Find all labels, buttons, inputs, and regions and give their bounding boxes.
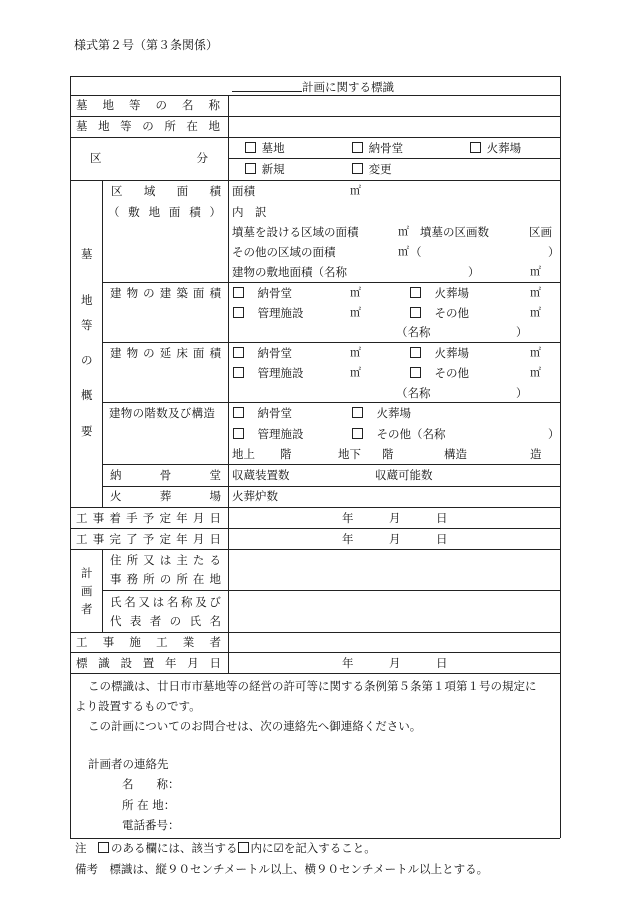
floor-area-management-unit: ㎡	[350, 366, 361, 379]
end-date-day: 日	[436, 532, 448, 546]
floor-area-crematorium-unit: ㎡	[530, 346, 541, 359]
label-floors-structure: 建物の階数及び構造	[109, 406, 216, 420]
label-location: 墓 地 等 の 所 在 地	[76, 119, 220, 133]
breakdown-label: 内 訳	[232, 205, 267, 219]
label-planner-name-2: 代 表 者 の 氏 名	[110, 614, 221, 628]
note-checkbox-icon	[98, 842, 109, 853]
contractor-field[interactable]	[229, 633, 559, 651]
note-checkbox-icon-2	[238, 842, 249, 853]
checkbox-crematorium[interactable]: 火葬場	[470, 141, 521, 155]
label-overview-5: 概	[81, 388, 93, 402]
contact-title: 計画者の連絡先	[88, 757, 169, 771]
plots-unit: 区画	[529, 225, 552, 239]
table-title	[232, 79, 394, 94]
bldg-site-label: 建物の敷地面積（名称	[232, 265, 347, 279]
label-overview-6: 要	[81, 424, 93, 438]
footnote-remark	[75, 862, 488, 876]
floor-area-other-unit: ㎡	[530, 366, 541, 379]
label-bldg-area: 建 物 の 建 築 面 積	[110, 286, 221, 300]
start-date-day: 日	[436, 511, 448, 525]
title-suffix: 計画に関する標識	[302, 80, 394, 94]
checked-box-icon: ☑	[273, 841, 284, 855]
structure-management[interactable]: 管理施設	[233, 427, 304, 441]
start-date-year: 年	[342, 511, 354, 525]
other-area-paren-close: ）	[548, 245, 560, 259]
label-start-date: 工 事 着 手 予 定 年 月 日	[76, 511, 221, 525]
remark-label: 備考	[75, 862, 98, 876]
contact-name: 名 称：	[122, 777, 180, 791]
grave-area-label: 墳墓を設ける区域の面積	[232, 225, 359, 239]
label-area-sub: （ 敷 地 面 積 ）	[108, 205, 221, 219]
area-unit: ㎡	[350, 184, 361, 197]
label-crematorium: 火 葬 場	[110, 489, 221, 503]
form-id: 様式第２号（第３条関係）	[74, 38, 219, 52]
label-contractor: 工 事 施 工 業 者	[76, 635, 221, 649]
label-overview-2: 地	[81, 293, 93, 307]
bldg-area-crematorium-unit: ㎡	[530, 286, 541, 299]
label-category: 区 分	[90, 151, 208, 165]
checkbox-cemetery[interactable]: 墓地	[245, 141, 285, 155]
remark-text: 標識は、縦９０センチメートル以上、横９０センチメートル以上とする。	[109, 862, 489, 876]
structure-ossuary[interactable]: 納骨堂	[233, 406, 292, 420]
planner-address-field[interactable]	[229, 550, 559, 589]
bldg-area-name-close: ）	[516, 325, 528, 339]
floor-area-crematorium[interactable]: 火葬場	[410, 346, 469, 360]
area-label: 面積	[232, 184, 255, 198]
name-field[interactable]	[229, 96, 559, 115]
label-area: 区 域 面 積	[111, 184, 221, 198]
structure-other[interactable]: その他（名称	[352, 427, 446, 441]
grave-area-unit: ㎡	[398, 225, 409, 238]
floor-area-management[interactable]: 管理施設	[233, 366, 304, 380]
capacity-units-label: 収蔵装置数	[232, 468, 290, 482]
floor-area-other[interactable]: その他	[410, 366, 469, 380]
structure-other-close: ）	[548, 427, 560, 441]
bldg-area-other-unit: ㎡	[530, 306, 541, 319]
end-date-year: 年	[342, 532, 354, 546]
label-planner-address-1: 住 所 又 は 主 た る	[110, 553, 221, 567]
grave-count-label: 墳墓の区画数	[420, 225, 489, 239]
label-planner-2: 画	[81, 584, 93, 598]
label-planner-name-1: 氏 名 又 は 名 称 及 び	[110, 595, 221, 609]
location-field[interactable]	[229, 117, 559, 136]
underground-label: 地下	[338, 447, 361, 461]
bldg-site-close: ）	[468, 265, 480, 279]
sign-date-month: 月	[389, 656, 401, 670]
ground-label: 地上	[232, 447, 255, 461]
other-area-label: その他の区域の面積	[232, 245, 336, 259]
bldg-area-other[interactable]: その他	[410, 306, 469, 320]
checkbox-new[interactable]: 新規	[245, 162, 285, 176]
label-ossuary: 納 骨 堂	[110, 468, 221, 482]
sign-date-day: 日	[436, 656, 448, 670]
structure-crematorium[interactable]: 火葬場	[352, 406, 411, 420]
start-date-month: 月	[389, 511, 401, 525]
checkbox-change[interactable]: 変更	[352, 162, 392, 176]
bldg-area-crematorium[interactable]: 火葬場	[410, 286, 469, 300]
bldg-area-name-open: （名称	[396, 325, 431, 339]
footnote-note: 注 のある欄には、該当する 内に☑を記入すること。	[75, 841, 376, 855]
contact-phone: 電話番号：	[122, 818, 180, 832]
bldg-area-ossuary[interactable]: 納骨堂	[233, 286, 292, 300]
capacity-label: 収蔵可能数	[375, 468, 433, 482]
label-floor-area: 建 物 の 延 床 面 積	[110, 346, 221, 360]
other-area-paren-open: （	[410, 245, 422, 259]
notice-line-2: より設置するものです。	[75, 699, 201, 713]
furnaces-label: 火葬炉数	[232, 489, 278, 503]
end-date-month: 月	[389, 532, 401, 546]
notice-line-1: この標識は、廿日市市墓地等の経営の許可等に関する条例第５条第１項第１号の規定に	[88, 679, 537, 693]
floor-area-name-open: （名称	[396, 386, 431, 400]
label-sign-date: 標 識 設 置 年 月 日	[76, 656, 221, 670]
floor-area-name-close: ）	[516, 386, 528, 400]
contact-address: 所 在 地：	[122, 798, 176, 812]
other-area-unit: ㎡	[398, 245, 409, 258]
label-overview-3: 等	[81, 318, 93, 332]
structure-label: 構造	[444, 447, 467, 461]
notice-line-3: この計画についてのお問合せは、次の連絡先へ御連絡ください。	[88, 719, 422, 733]
bldg-site-unit: ㎡	[530, 265, 541, 278]
checkbox-ossuary[interactable]: 納骨堂	[352, 141, 403, 155]
planner-name-field[interactable]	[229, 591, 559, 631]
floor-area-ossuary-unit: ㎡	[350, 346, 361, 359]
label-overview-1: 墓	[81, 247, 93, 261]
note-label: 注	[75, 841, 87, 855]
bldg-area-management-unit: ㎡	[350, 306, 361, 319]
label-planner-address-2: 事 務 所 の 所 在 地	[110, 572, 221, 586]
bldg-area-ossuary-unit: ㎡	[350, 286, 361, 299]
bldg-area-management[interactable]: 管理施設	[233, 306, 304, 320]
ground-floor-unit: 階	[280, 447, 292, 461]
underground-floor-unit: 階	[382, 447, 394, 461]
floor-area-ossuary[interactable]: 納骨堂	[233, 346, 292, 360]
label-planner-3: 者	[81, 602, 93, 616]
label-end-date: 工 事 完 了 予 定 年 月 日	[76, 532, 221, 546]
label-planner-1: 計	[81, 566, 93, 580]
label-name: 墓 地 等 の 名 称	[76, 98, 220, 112]
label-overview-4: の	[81, 353, 93, 367]
sign-date-year: 年	[342, 656, 354, 670]
title-blank[interactable]	[232, 79, 302, 92]
structure-suffix: 造	[530, 447, 542, 461]
